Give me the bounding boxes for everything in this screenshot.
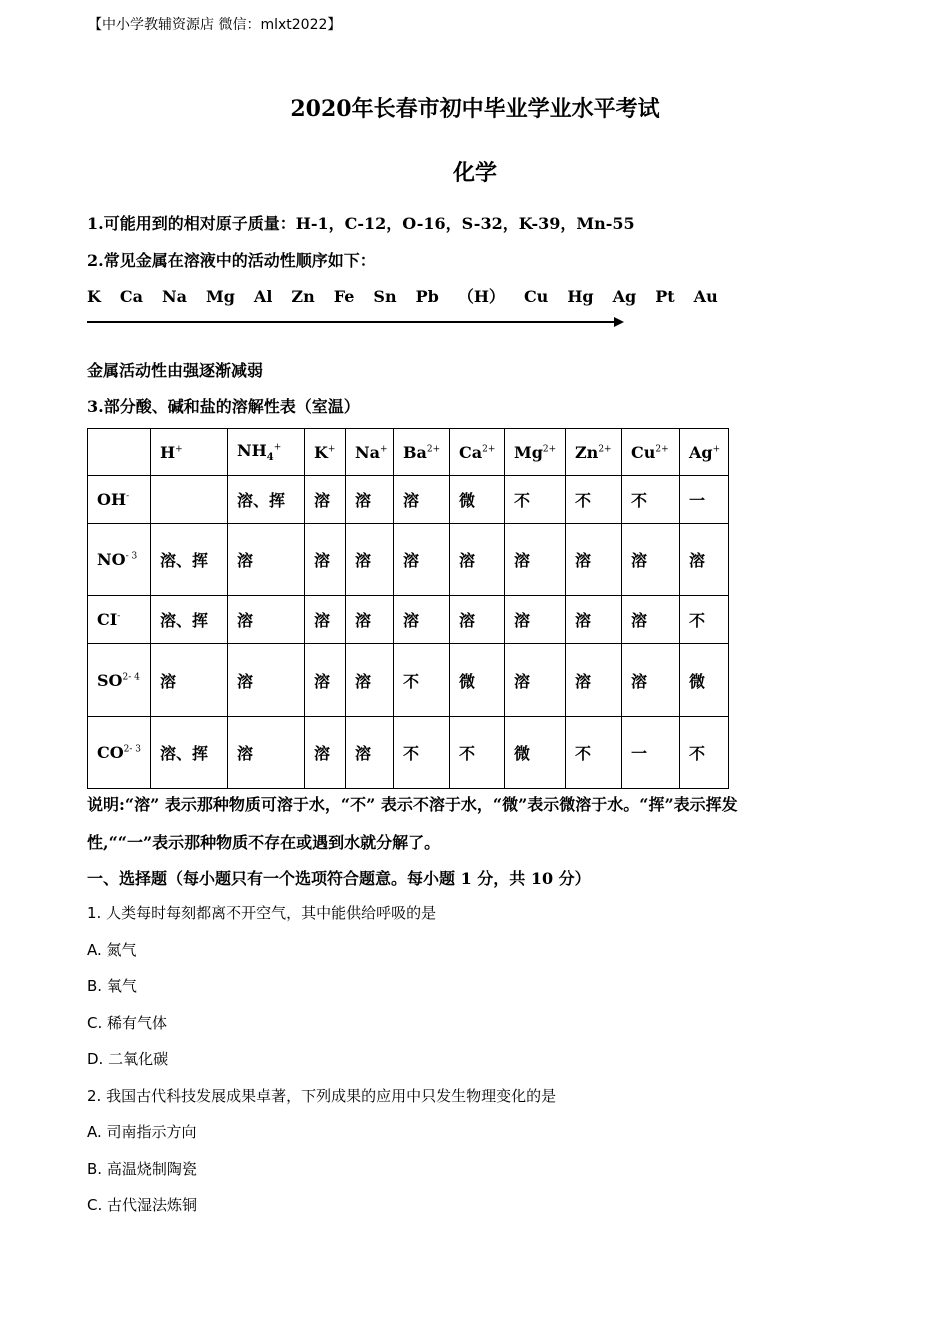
anion-header [88, 524, 151, 596]
ion-charge: 2+ [655, 444, 669, 455]
solubility-cell: 溶、挥 [228, 476, 305, 524]
ion-charge: 2+ [598, 444, 612, 455]
section-heading: 一、选择题（每小题只有一个选项符合题意。每小题 1 分，共 10 分） [87, 869, 591, 888]
ion-symbol: Zn [575, 442, 599, 462]
question-stem: 2. 我国古代科技发展成果卓著，下列成果的应用中只发生物理变化的是 [87, 1086, 557, 1105]
solubility-cell: 溶 [228, 644, 305, 717]
ion-charge: - [117, 611, 121, 622]
solubility-cell: 溶 [622, 644, 680, 717]
table-row [88, 524, 729, 596]
solubility-cell: 微 [680, 644, 729, 717]
table-header-row [88, 429, 729, 476]
cation-header [622, 429, 680, 476]
ion-symbol: Mg [514, 442, 543, 462]
solubility-cell: 溶 [228, 596, 305, 644]
answer-option: B. 氧气 [87, 977, 137, 995]
exam-title: 2020年长春市初中毕业学业水平考试 [290, 96, 660, 122]
solubility-cell: 溶 [151, 644, 228, 717]
answer-option: A. 氮气 [87, 940, 137, 959]
ion-subscript: 4 [266, 452, 274, 464]
ion-charge: - [126, 491, 130, 502]
ion-charge: + [175, 444, 183, 455]
ion-symbol: Ba [403, 442, 427, 462]
ion-charge: 2+ [542, 444, 557, 455]
ion-charge: 2- 3 [123, 744, 142, 755]
metal-symbol: K [87, 287, 101, 306]
cation-header [346, 429, 394, 476]
ion-charge: - 3 [125, 551, 138, 562]
solubility-cell: 微 [450, 644, 505, 717]
metal-symbol: Na [162, 287, 188, 306]
answer-option: B. 高温烧制陶瓷 [87, 1159, 197, 1178]
solubility-cell: 溶、挥 [151, 596, 228, 644]
anion-header [88, 476, 151, 524]
solubility-cell: 溶、挥 [151, 524, 228, 596]
ion-symbol: OH [97, 490, 127, 509]
cation-header [566, 429, 622, 476]
solubility-cell: 溶、挥 [151, 717, 228, 789]
solubility-cell: 溶 [622, 596, 680, 644]
ion-charge: + [380, 444, 388, 455]
answer-option: C. 稀有气体 [87, 1013, 168, 1032]
ion-symbol: NO [97, 550, 126, 569]
ion-charge: 2+ [482, 444, 496, 455]
solubility-cell: 不 [450, 717, 505, 789]
metal-symbol: Mg [206, 287, 235, 306]
metal-symbol: Hg [567, 287, 594, 306]
ion-charge: + [273, 442, 282, 453]
solubility-cell: 溶 [566, 596, 622, 644]
answer-option: C. 古代湿法炼铜 [87, 1196, 198, 1214]
ion-symbol: NH [237, 440, 267, 460]
solubility-cell: 溶 [346, 644, 394, 717]
solubility-cell: 微 [450, 476, 505, 524]
solubility-cell: 溶 [346, 476, 394, 524]
metal-symbol: Ag [612, 287, 637, 306]
ion-symbol: K [314, 442, 328, 462]
solubility-cell: 不 [622, 476, 680, 524]
solubility-cell: 不 [394, 717, 450, 789]
solubility-cell: 溶 [346, 717, 394, 789]
metal-symbol: Cu [523, 287, 549, 306]
solubility-cell: 溶 [305, 644, 346, 717]
solubility-table [87, 428, 729, 789]
cation-header [228, 429, 305, 476]
solubility-cell: 溶 [505, 644, 566, 717]
table-row [88, 644, 729, 717]
answer-option: A. 司南指示方向 [87, 1123, 197, 1141]
ion-symbol: Cu [631, 442, 656, 462]
ion-symbol: CO [97, 743, 124, 762]
solubility-cell: 不 [394, 644, 450, 717]
anion-header [88, 596, 151, 644]
solubility-heading: 3.部分酸、碱和盐的溶解性表（室温） [87, 397, 360, 416]
table-note-2: 性,““一”表示那种物质不存在或遇到水就分解了。 [87, 833, 441, 852]
solubility-cell: 溶 [505, 596, 566, 644]
solubility-cell: 溶 [505, 524, 566, 596]
activity-arrow [87, 321, 617, 323]
arrowhead-icon [614, 317, 624, 327]
corner-cell [88, 429, 151, 476]
metal-symbol: Pb [415, 287, 439, 306]
solubility-cell: 不 [680, 717, 729, 789]
solubility-cell: 溶 [228, 717, 305, 789]
ion-symbol: H [160, 442, 176, 462]
cation-header [305, 429, 346, 476]
solubility-cell: 溶 [394, 596, 450, 644]
solubility-cell: 溶 [394, 524, 450, 596]
solubility-cell: 溶 [680, 524, 729, 596]
ion-charge: + [327, 444, 336, 455]
solubility-cell: 溶 [305, 717, 346, 789]
solubility-cell: 溶 [228, 524, 305, 596]
solubility-cell: 溶 [305, 524, 346, 596]
metal-symbol: Au [693, 287, 718, 306]
table-row [88, 596, 729, 644]
solubility-cell: 微 [505, 717, 566, 789]
ion-charge: 2+ [426, 444, 441, 455]
metal-symbol: Al [253, 287, 273, 306]
metal-symbol: Fe [333, 287, 355, 306]
metal-activity-series [87, 284, 737, 307]
question-stem: 1. 人类每时每刻都离不开空气，其中能供给呼吸的是 [87, 904, 437, 922]
solubility-cell: 不 [505, 476, 566, 524]
table-row [88, 476, 729, 524]
answer-option: D. 二氧化碳 [87, 1050, 169, 1068]
cation-header [505, 429, 566, 476]
cation-header [680, 429, 729, 476]
solubility-cell: 溶 [450, 596, 505, 644]
solubility-cell: 不 [566, 476, 622, 524]
watermark-header: 【中小学教辅资源店 微信：mlxt2022】 [88, 17, 342, 33]
solubility-cell: 溶 [305, 476, 346, 524]
solubility-cell: 一 [680, 476, 729, 524]
solubility-cell: 溶 [346, 596, 394, 644]
table-note-1: 说明:“溶” 表示那种物质可溶于水，“不” 表示不溶于水，“微”表示微溶于水。“挥”表示挥发 [87, 795, 738, 814]
solubility-cell: 溶 [346, 524, 394, 596]
activity-note: 金属活动性由强逐渐减弱 [87, 361, 264, 380]
metal-symbol: Pt [655, 287, 675, 306]
solubility-cell: 一 [622, 717, 680, 789]
subject-title: 化学 [452, 160, 497, 186]
ion-charge: + [712, 444, 721, 455]
solubility-cell: 溶 [622, 524, 680, 596]
solubility-cell: 溶 [394, 476, 450, 524]
ion-charge: 2- 4 [122, 672, 140, 683]
activity-info: 2.常见金属在溶液中的活动性顺序如下： [87, 251, 376, 270]
atomic-mass-info: 1.可能用到的相对原子质量：H-1，C-12，O-16，S-32，K-39，Mn-55 [87, 214, 635, 233]
metal-symbol: Ca [119, 287, 144, 306]
ion-symbol: Ag [689, 442, 713, 462]
cation-header [151, 429, 228, 476]
table-row [88, 717, 729, 789]
solubility-cell: 溶 [566, 644, 622, 717]
solubility-cell [151, 476, 228, 524]
solubility-cell: 不 [680, 596, 729, 644]
solubility-cell: 溶 [450, 524, 505, 596]
anion-header [88, 717, 151, 789]
ion-symbol: SO [97, 670, 123, 690]
ion-symbol: CI [97, 610, 118, 629]
cation-header [394, 429, 450, 476]
anion-header [88, 644, 151, 717]
ion-symbol: Ca [459, 442, 483, 462]
metal-symbol: （H） [457, 287, 505, 306]
solubility-cell: 溶 [305, 596, 346, 644]
metal-symbol: Zn [291, 287, 315, 306]
ion-symbol: Na [355, 442, 380, 462]
solubility-cell: 不 [566, 717, 622, 789]
solubility-cell: 溶 [566, 524, 622, 596]
cation-header [450, 429, 505, 476]
metal-symbol: Sn [373, 287, 397, 306]
